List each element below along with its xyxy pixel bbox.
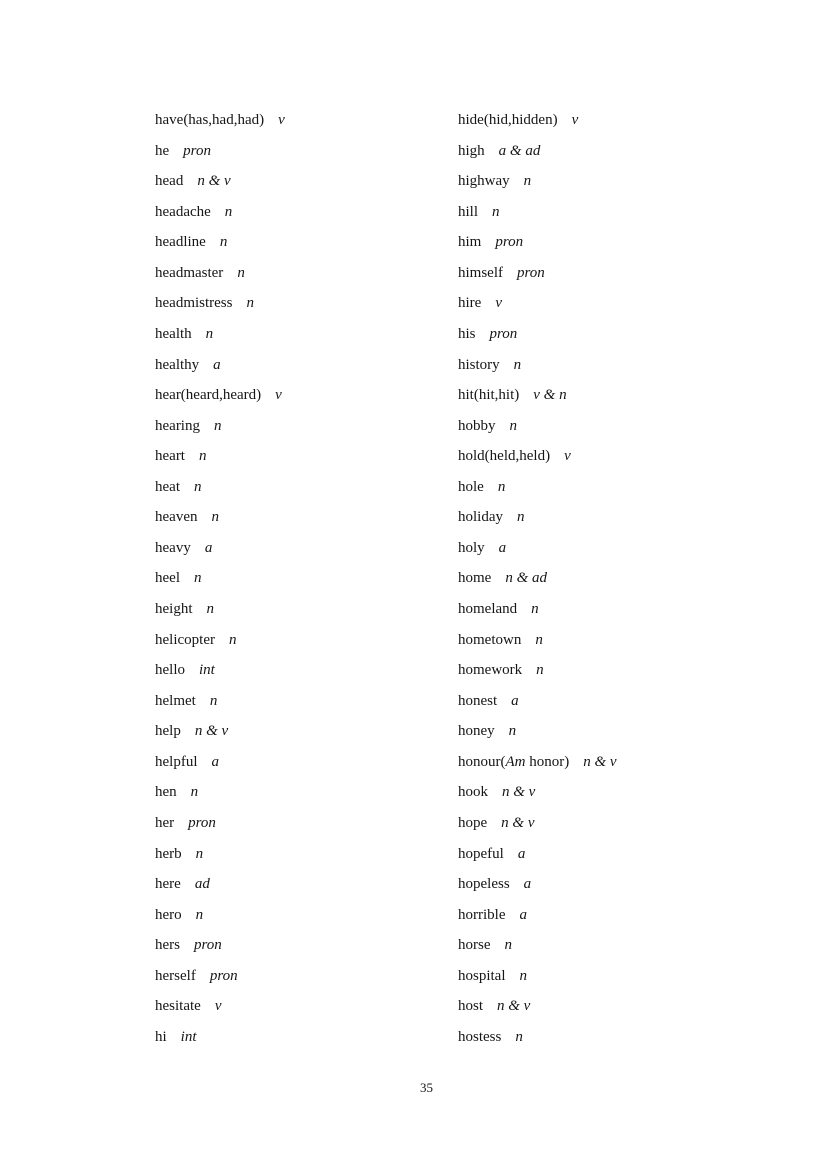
entry-pos: n [508,723,517,740]
word-entry [458,1022,617,1053]
word-entry [458,258,617,289]
entry-pos: v [275,387,282,404]
entry-word: hi [155,1028,167,1045]
entry-pos: n [531,601,539,617]
entry-word: herself [155,967,196,984]
entry-word: hostess [458,1028,502,1045]
entry-pos: int [180,1028,197,1045]
word-entry [155,319,285,350]
entry-word: headmaster [155,264,224,281]
entry-pos: pron [517,264,545,281]
entry-pos: n [219,234,228,251]
entry-word: honest [458,692,498,709]
entry-word: helpful [155,753,198,770]
entry-pos: n [513,356,522,373]
entry-pos: pron [489,325,518,342]
entry-word: her [155,814,175,831]
entry-pos: int [199,662,215,679]
entry-word: honey [458,723,495,740]
word-entry [458,105,617,136]
entry-word: hospital [458,967,506,984]
entry-pos: n & v [194,723,229,740]
word-entry [155,747,285,778]
word-entry [155,166,285,197]
word-entry [155,197,285,228]
entry-pos: pron [183,142,211,159]
word-entry [155,411,285,442]
word-entry [155,350,285,381]
entry-pos: a [517,845,526,862]
entry-pos: n [228,631,237,648]
word-entry [458,594,617,625]
word-entry [458,166,617,197]
entry-word: holiday [458,509,503,526]
word-entry [458,625,617,656]
entry-word: hill [458,203,479,220]
word-entry [458,991,617,1022]
entry-word: he [155,142,170,159]
entry-word: headache [155,203,211,220]
entry-pos: n & v [501,814,535,831]
word-entry [155,380,285,411]
entry-word: heart [155,448,185,465]
entry-word: help [155,723,181,740]
word-entry [155,1022,285,1053]
word-entry [458,441,617,472]
entry-pos: n [519,967,527,984]
entry-pos: ad [194,876,210,893]
entry-word: hold(held,held) [458,448,551,465]
word-entry [155,105,285,136]
entry-word: head [155,173,184,190]
word-entry [155,136,285,167]
entry-pos: n [497,478,506,495]
entry-pos: a [213,356,221,373]
entry-pos: n [536,662,544,679]
entry-pos: v [214,998,222,1015]
word-entry [458,136,617,167]
word-entry [458,686,617,717]
entry-word: helicopter [155,631,215,648]
entry-word: hello [155,662,185,679]
entry-pos: n [517,509,525,526]
entry-word: homework [458,662,523,679]
word-list-column-left [155,105,285,1052]
entry-pos: n [206,601,214,617]
word-entry [155,563,285,594]
entry-word: heel [155,570,180,587]
word-entry [155,961,285,992]
entry-pos: pron [188,814,216,831]
word-entry [155,991,285,1022]
word-entry [458,350,617,381]
entry-pos: a [519,906,527,923]
word-entry [155,655,285,686]
entry-pos: n [504,937,512,954]
word-entry [458,930,617,961]
entry-pos: v [495,295,502,312]
word-entry [155,808,285,839]
entry-pos: a [211,753,219,770]
word-entry [458,869,617,900]
entry-pos: a [523,876,532,893]
entry-word: hen [155,784,177,801]
entry-word: hesitate [155,998,201,1015]
entry-word: hear(heard,heard) [155,387,262,404]
entry-pos: a [204,539,213,556]
word-entry [458,533,617,564]
entry-pos: n & v [197,173,231,190]
word-entry [458,961,617,992]
entry-pos: n [205,325,214,342]
word-entry [458,839,617,870]
word-entry [458,808,617,839]
word-entry [155,227,285,258]
entry-word: his [458,325,476,342]
entry-word: hopeful [458,845,504,862]
word-entry [155,839,285,870]
word-entry [155,533,285,564]
entry-pos: v [564,448,571,465]
entry-word: health [155,325,192,342]
entry-word: hopeless [458,876,510,893]
word-entry [155,716,285,747]
entry-word: homeland [458,601,518,617]
word-entry [155,258,285,289]
entry-pos: n & ad [505,570,547,587]
word-entry [155,930,285,961]
entry-pos: v [571,112,579,128]
word-entry [458,900,617,931]
word-entry [458,502,617,533]
entry-pos: n [523,173,532,190]
entry-pos: n [535,631,543,648]
word-entry [155,869,285,900]
entry-word: high [458,142,485,159]
entry-pos: a [498,539,507,556]
entry-word: honour(Am honor) [458,753,570,770]
entry-word: hit(hit,hit) [458,387,520,404]
word-entry [458,411,617,442]
entry-word: horrible [458,906,506,923]
entry-pos: n [193,570,202,587]
entry-word: headmistress [155,295,233,312]
entry-word: hole [458,478,484,495]
entry-pos: n [193,478,202,495]
word-entry [458,716,617,747]
entry-word: hometown [458,631,522,648]
entry-word: hire [458,295,482,312]
word-entry [458,197,617,228]
entry-pos: n [198,448,207,465]
entry-word: helmet [155,692,196,709]
word-entry [458,472,617,503]
word-entry [458,655,617,686]
entry-pos: a & ad [498,142,541,159]
page-number: 35 [420,1080,433,1095]
entry-pos: n [213,417,222,434]
entry-word: hook [458,784,488,801]
entry-pos: n & v [583,753,617,770]
entry-word: hearing [155,417,200,434]
word-entry [155,594,285,625]
word-entry [155,441,285,472]
word-entry [458,747,617,778]
entry-word: hobby [458,417,496,434]
entry-pos: n [246,295,254,312]
entry-pos: n [492,203,500,220]
word-entry [155,625,285,656]
word-entry [155,288,285,319]
entry-word: heaven [155,509,198,526]
entry-word: him [458,234,482,251]
entry-pos: n [195,906,204,923]
entry-pos: n [237,264,245,281]
entry-pos: pron [194,937,222,954]
entry-pos: n [515,1028,523,1045]
entry-word: hers [155,937,180,954]
word-entry [155,900,285,931]
word-entry [155,686,285,717]
entry-word: herb [155,845,182,862]
entry-word: here [155,876,181,893]
entry-word: healthy [155,356,200,373]
entry-pos: n [195,845,204,862]
entry-word: hide(hid,hidden) [458,112,558,128]
entry-word: himself [458,264,503,281]
entry-pos: n & v [502,784,536,801]
word-entry [458,380,617,411]
entry-pos: n [209,692,218,709]
entry-pos: pron [209,967,238,984]
word-entry [458,563,617,594]
entry-word: heat [155,478,180,495]
word-entry [155,777,285,808]
entry-word: home [458,570,492,587]
word-entry [458,288,617,319]
entry-word: horse [458,937,491,954]
entry-pos: pron [495,234,524,251]
entry-word: history [458,356,500,373]
entry-word: hope [458,814,488,831]
entry-word: host [458,998,484,1015]
word-entry [155,502,285,533]
word-entry [458,227,617,258]
entry-word: height [155,601,193,617]
entry-word: headline [155,234,206,251]
entry-pos: n [509,417,517,434]
entry-pos: n [190,784,199,801]
word-entry [458,319,617,350]
entry-word: holy [458,539,485,556]
word-list-column-right [458,105,617,1052]
entry-pos: a [511,692,519,709]
entry-pos: n & v [497,998,531,1015]
entry-word: have(has,had,had) [155,112,265,128]
entry-pos: v [278,112,285,128]
word-entry [155,472,285,503]
word-entry [458,777,617,808]
entry-pos: v & n [533,387,567,404]
entry-pos: n [211,509,219,526]
entry-word: heavy [155,539,191,556]
entry-word: hero [155,906,182,923]
entry-pos: n [224,203,233,220]
entry-word: highway [458,173,510,190]
